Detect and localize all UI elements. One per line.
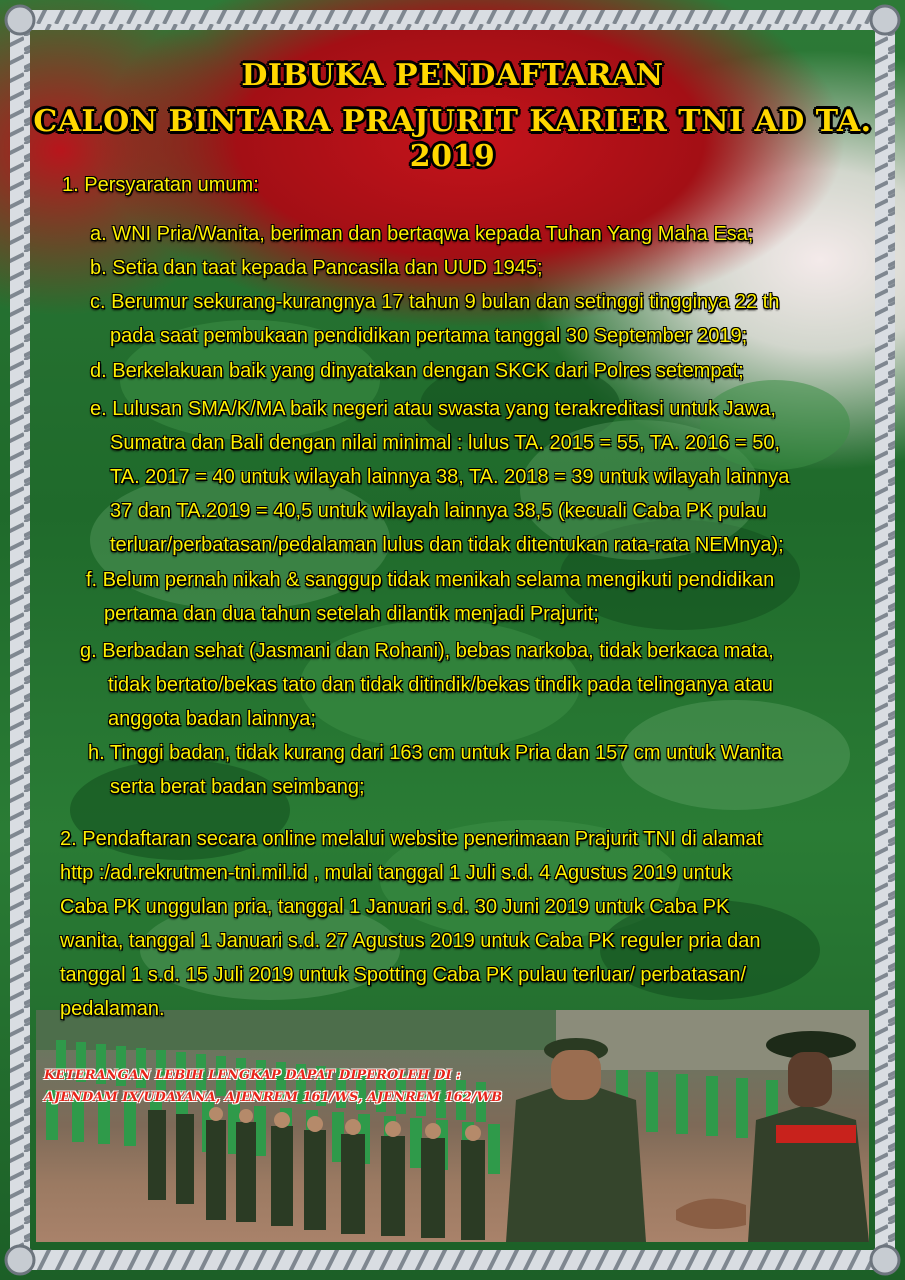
poster-title-line1: DIBUKA PENDAFTARAN	[241, 58, 664, 93]
requirement-g: g. Berbadan sehat (Jasmani dan Rohani), bebas narkoba, tidak berkaca mata,	[80, 640, 774, 662]
requirement-c-cont: pada saat pembukaan pendidikan pertama tanggal 30 September 2019;	[110, 325, 748, 347]
requirement-c: c. Berumur sekurang-kurangnya 17 tahun 9 bulan dan setinggi tingginya 22 th	[90, 291, 780, 313]
registration-line6: pedalaman.	[60, 998, 165, 1020]
poster-title-line2: CALON BINTARA PRAJURIT KARIER TNI AD TA. 2019	[33, 104, 872, 174]
requirement-f: f. Belum pernah nikah & sanggup tidak menikah selama mengikuti pendidikan	[86, 569, 775, 591]
requirement-g-cont1: tidak bertato/bekas tato dan tidak ditindik/bekas tindik pada telinganya atau	[108, 674, 773, 696]
registration-line2: http :/ad.rekrutmen-tni.mil.id , mulai tanggal 1 Juli s.d. 4 Agustus 2019 untuk	[60, 862, 732, 884]
requirement-e: e. Lulusan SMA/K/MA baik negeri atau swasta yang terakreditasi untuk Jawa,	[90, 398, 776, 420]
requirement-f-cont: pertama dan dua tahun setelah dilantik menjadi Prajurit;	[104, 603, 599, 625]
registration-line5: tanggal 1 s.d. 15 Juli 2019 untuk Spotting Caba PK pulau terluar/ perbatasan/	[60, 964, 747, 986]
requirement-g-cont2: anggota badan lainnya;	[108, 708, 316, 730]
requirement-e-cont1: Sumatra dan Bali dengan nilai minimal : lulus TA. 2015 = 55, TA. 2016 = 50,	[110, 432, 781, 454]
soldiers-parade-photo	[36, 1010, 869, 1242]
requirement-b: b. Setia dan taat kepada Pancasila dan UUD 1945;	[90, 257, 543, 279]
requirement-h-cont: serta berat badan seimbang;	[110, 776, 365, 798]
info-note-line1: KETERANGAN LEBIH LENGKAP DAPAT DIPEROLEH DI :	[44, 1068, 461, 1083]
requirement-d: d. Berkelakuan baik yang dinyatakan dengan SKCK dari Polres setempat;	[90, 360, 744, 382]
section1-heading: 1. Persyaratan umum:	[62, 174, 259, 196]
registration-line4: wanita, tanggal 1 Januari s.d. 27 Agustus 2019 untuk Caba PK reguler pria dan	[60, 930, 761, 952]
requirement-h: h. Tinggi badan, tidak kurang dari 163 cm untuk Pria dan 157 cm untuk Wanita	[88, 742, 783, 764]
info-note-line2: AJENDAM IX/UDAYANA, AJENREM 161/WS, AJENREM 162/WB	[44, 1090, 503, 1105]
requirement-e-cont2: TA. 2017 = 40 untuk wilayah lainnya 38, TA. 2018 = 39 untuk wilayah lainnya	[110, 466, 790, 488]
requirement-e-cont3: 37 dan TA.2019 = 40,5 untuk wilayah lainnya 38,5 (kecuali Caba PK pulau	[110, 500, 767, 522]
registration-line1: 2. Pendaftaran secara online melalui website penerimaan Prajurit TNI di alamat	[60, 828, 763, 850]
soldiers-parade-illustration	[36, 1010, 869, 1242]
registration-line3: Caba PK unggulan pria, tanggal 1 Januari s.d. 30 Juni 2019 untuk Caba PK	[60, 896, 730, 918]
requirement-e-cont4: terluar/perbatasan/pedalaman lulus dan tidak ditentukan rata-rata NEMnya);	[110, 534, 784, 556]
requirement-a: a. WNI Pria/Wanita, beriman dan bertaqwa kepada Tuhan Yang Maha Esa;	[90, 223, 754, 245]
